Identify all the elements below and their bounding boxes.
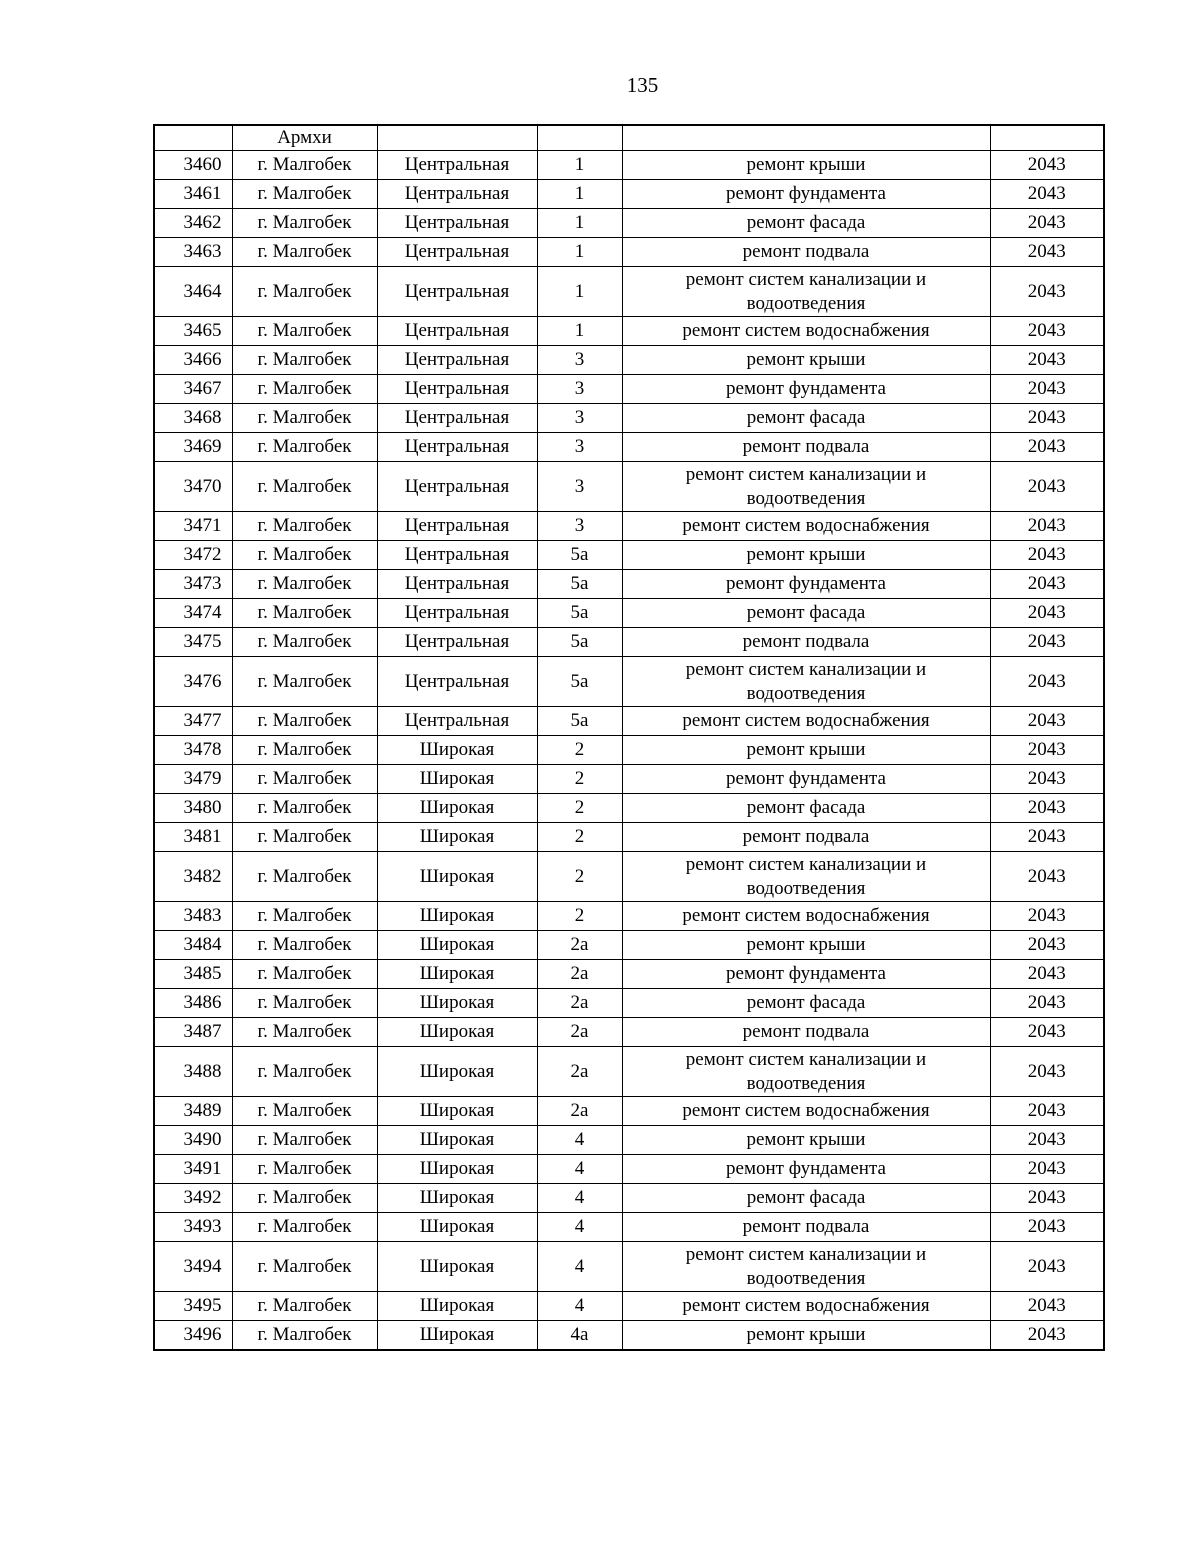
cell-work: ремонт фасада xyxy=(622,404,990,433)
cell-street: Широкая xyxy=(377,1321,537,1351)
cell-city: г. Малгобек xyxy=(232,1155,377,1184)
cell-street: Широкая xyxy=(377,1213,537,1242)
cell-work: ремонт систем канализации и водоотведения xyxy=(622,267,990,317)
cell-number: 3489 xyxy=(154,1097,232,1126)
table-row xyxy=(154,317,1104,346)
cell-house: 3 xyxy=(537,462,622,512)
cell-work: ремонт систем водоснабжения xyxy=(622,317,990,346)
table-row xyxy=(154,852,1104,902)
cell-number: 3468 xyxy=(154,404,232,433)
cell-city: г. Малгобек xyxy=(232,628,377,657)
cell-number: 3475 xyxy=(154,628,232,657)
cell-year: 2043 xyxy=(990,433,1104,462)
cell-number: 3460 xyxy=(154,151,232,180)
cell-city: г. Малгобек xyxy=(232,541,377,570)
cell-work: ремонт крыши xyxy=(622,346,990,375)
cell-number: 3465 xyxy=(154,317,232,346)
cell-year: 2043 xyxy=(990,151,1104,180)
cell-house: 5а xyxy=(537,599,622,628)
cell-work xyxy=(622,125,990,151)
cell-work: ремонт фундамента xyxy=(622,765,990,794)
table-row xyxy=(154,931,1104,960)
cell-city: г. Малгобек xyxy=(232,1097,377,1126)
cell-city: г. Малгобек xyxy=(232,960,377,989)
cell-work: ремонт подвала xyxy=(622,1018,990,1047)
cell-city: г. Малгобек xyxy=(232,1213,377,1242)
cell-city: г. Малгобек xyxy=(232,1242,377,1292)
cell-work: ремонт крыши xyxy=(622,541,990,570)
cell-year: 2043 xyxy=(990,599,1104,628)
continuation-row xyxy=(154,125,1104,151)
cell-street: Широкая xyxy=(377,1047,537,1097)
cell-street: Центральная xyxy=(377,375,537,404)
cell-street: Центральная xyxy=(377,433,537,462)
cell-number: 3466 xyxy=(154,346,232,375)
cell-house: 3 xyxy=(537,375,622,404)
cell-street: Центральная xyxy=(377,628,537,657)
cell-house: 3 xyxy=(537,404,622,433)
cell-work: ремонт систем канализации и водоотведения xyxy=(622,1047,990,1097)
cell-city: г. Малгобек xyxy=(232,151,377,180)
cell-city: г. Малгобек xyxy=(232,794,377,823)
cell-house: 1 xyxy=(537,151,622,180)
cell-city: г. Малгобек xyxy=(232,180,377,209)
cell-street: Центральная xyxy=(377,657,537,707)
table-row xyxy=(154,736,1104,765)
cell-street: Центральная xyxy=(377,599,537,628)
cell-house: 1 xyxy=(537,180,622,209)
cell-number: 3483 xyxy=(154,902,232,931)
cell-house: 5а xyxy=(537,707,622,736)
cell-city: г. Малгобек xyxy=(232,599,377,628)
cell-street: Центральная xyxy=(377,317,537,346)
cell-street: Широкая xyxy=(377,823,537,852)
cell-work: ремонт систем водоснабжения xyxy=(622,512,990,541)
cell-house: 1 xyxy=(537,238,622,267)
cell-house: 5а xyxy=(537,570,622,599)
cell-number: 3477 xyxy=(154,707,232,736)
cell-work: ремонт фундамента xyxy=(622,180,990,209)
cell-street: Широкая xyxy=(377,765,537,794)
cell-year: 2043 xyxy=(990,512,1104,541)
table-row xyxy=(154,794,1104,823)
cell-house: 2 xyxy=(537,736,622,765)
cell-number: 3487 xyxy=(154,1018,232,1047)
cell-street: Широкая xyxy=(377,960,537,989)
cell-house: 2а xyxy=(537,1097,622,1126)
cell-city: г. Малгобек xyxy=(232,989,377,1018)
cell-year: 2043 xyxy=(990,852,1104,902)
cell-work: ремонт систем водоснабжения xyxy=(622,707,990,736)
cell-city: г. Малгобек xyxy=(232,570,377,599)
cell-year: 2043 xyxy=(990,375,1104,404)
cell-year: 2043 xyxy=(990,317,1104,346)
table-row xyxy=(154,512,1104,541)
cell-street: Центральная xyxy=(377,267,537,317)
cell-year: 2043 xyxy=(990,404,1104,433)
cell-year: 2043 xyxy=(990,707,1104,736)
table-row xyxy=(154,707,1104,736)
table-row xyxy=(154,1047,1104,1097)
cell-house: 2 xyxy=(537,794,622,823)
cell-number: 3480 xyxy=(154,794,232,823)
cell-street: Широкая xyxy=(377,902,537,931)
table-row xyxy=(154,462,1104,512)
cell-house: 5а xyxy=(537,541,622,570)
table-row xyxy=(154,989,1104,1018)
cell-street: Широкая xyxy=(377,794,537,823)
cell-street: Широкая xyxy=(377,1155,537,1184)
cell-year: 2043 xyxy=(990,657,1104,707)
cell-year: 2043 xyxy=(990,180,1104,209)
cell-city: г. Малгобек xyxy=(232,1018,377,1047)
cell-street: Широкая xyxy=(377,1126,537,1155)
cell-street: Центральная xyxy=(377,404,537,433)
cell-year xyxy=(990,125,1104,151)
cell-year: 2043 xyxy=(990,238,1104,267)
cell-number: 3491 xyxy=(154,1155,232,1184)
cell-house: 3 xyxy=(537,433,622,462)
cell-number: 3476 xyxy=(154,657,232,707)
cell-year: 2043 xyxy=(990,462,1104,512)
cell-city: г. Малгобек xyxy=(232,209,377,238)
cell-number: 3488 xyxy=(154,1047,232,1097)
table-row xyxy=(154,1126,1104,1155)
cell-street: Широкая xyxy=(377,852,537,902)
cell-year: 2043 xyxy=(990,1184,1104,1213)
table-row xyxy=(154,267,1104,317)
cell-year: 2043 xyxy=(990,1155,1104,1184)
cell-year: 2043 xyxy=(990,823,1104,852)
cell-number: 3469 xyxy=(154,433,232,462)
cell-street: Центральная xyxy=(377,462,537,512)
table-row xyxy=(154,238,1104,267)
table-row xyxy=(154,628,1104,657)
cell-city: г. Малгобек xyxy=(232,765,377,794)
cell-number: 3473 xyxy=(154,570,232,599)
cell-work: ремонт подвала xyxy=(622,238,990,267)
cell-number: 3481 xyxy=(154,823,232,852)
cell-city: г. Малгобек xyxy=(232,852,377,902)
table-row xyxy=(154,765,1104,794)
cell-year: 2043 xyxy=(990,628,1104,657)
table-row xyxy=(154,404,1104,433)
cell-work: ремонт крыши xyxy=(622,1126,990,1155)
cell-house: 2а xyxy=(537,1018,622,1047)
cell-city: г. Малгобек xyxy=(232,1184,377,1213)
cell-year: 2043 xyxy=(990,960,1104,989)
cell-year: 2043 xyxy=(990,209,1104,238)
cell-work: ремонт систем канализации и водоотведения xyxy=(622,657,990,707)
cell-house: 4 xyxy=(537,1184,622,1213)
cell-number: 3482 xyxy=(154,852,232,902)
cell-street: Широкая xyxy=(377,989,537,1018)
cell-work: ремонт систем канализации и водоотведения xyxy=(622,462,990,512)
cell-street: Широкая xyxy=(377,931,537,960)
cell-year: 2043 xyxy=(990,570,1104,599)
cell-house: 1 xyxy=(537,317,622,346)
cell-city: г. Малгобек xyxy=(232,267,377,317)
cell-street: Центральная xyxy=(377,238,537,267)
cell-house: 2а xyxy=(537,931,622,960)
cell-house: 3 xyxy=(537,346,622,375)
table-row xyxy=(154,1292,1104,1321)
cell-house: 2 xyxy=(537,765,622,794)
table-row xyxy=(154,209,1104,238)
cell-street: Широкая xyxy=(377,1184,537,1213)
table-row xyxy=(154,570,1104,599)
table-row xyxy=(154,541,1104,570)
cell-street: Центральная xyxy=(377,512,537,541)
cell-city: г. Малгобек xyxy=(232,404,377,433)
cell-house: 2а xyxy=(537,960,622,989)
cell-city: г. Малгобек xyxy=(232,346,377,375)
cell-city: г. Малгобек xyxy=(232,1292,377,1321)
table-row xyxy=(154,375,1104,404)
cell-city: г. Малгобек xyxy=(232,657,377,707)
table-row xyxy=(154,599,1104,628)
cell-work: ремонт крыши xyxy=(622,1321,990,1351)
cell-work: ремонт подвала xyxy=(622,628,990,657)
cell-number: 3472 xyxy=(154,541,232,570)
table-row xyxy=(154,433,1104,462)
cell-number: 3492 xyxy=(154,1184,232,1213)
cell-year: 2043 xyxy=(990,1097,1104,1126)
cell-year: 2043 xyxy=(990,902,1104,931)
cell-number: 3463 xyxy=(154,238,232,267)
cell-house: 1 xyxy=(537,209,622,238)
cell-number: 3464 xyxy=(154,267,232,317)
cell-work: ремонт фундамента xyxy=(622,960,990,989)
cell-city: Армхи xyxy=(232,125,377,151)
cell-year: 2043 xyxy=(990,736,1104,765)
cell-street: Центральная xyxy=(377,151,537,180)
cell-number: 3474 xyxy=(154,599,232,628)
cell-street: Центральная xyxy=(377,541,537,570)
cell-work: ремонт систем водоснабжения xyxy=(622,1097,990,1126)
cell-year: 2043 xyxy=(990,794,1104,823)
cell-street: Широкая xyxy=(377,1097,537,1126)
cell-house: 2 xyxy=(537,902,622,931)
table-row xyxy=(154,1242,1104,1292)
cell-street: Широкая xyxy=(377,1292,537,1321)
cell-number: 3494 xyxy=(154,1242,232,1292)
cell-house: 5а xyxy=(537,657,622,707)
cell-city: г. Малгобек xyxy=(232,1126,377,1155)
table-row xyxy=(154,902,1104,931)
page-number: 135 xyxy=(626,73,659,97)
cell-street: Центральная xyxy=(377,209,537,238)
cell-work: ремонт фасада xyxy=(622,1184,990,1213)
cell-house: 2а xyxy=(537,989,622,1018)
cell-house: 4 xyxy=(537,1213,622,1242)
cell-city: г. Малгобек xyxy=(232,1321,377,1351)
cell-work: ремонт систем канализации и водоотведения xyxy=(622,1242,990,1292)
cell-work: ремонт подвала xyxy=(622,823,990,852)
cell-year: 2043 xyxy=(990,346,1104,375)
table-body xyxy=(154,125,1104,1350)
cell-year: 2043 xyxy=(990,765,1104,794)
cell-work: ремонт подвала xyxy=(622,1213,990,1242)
cell-work: ремонт фундамента xyxy=(622,1155,990,1184)
cell-house: 2а xyxy=(537,1047,622,1097)
cell-street xyxy=(377,125,537,151)
cell-street: Центральная xyxy=(377,180,537,209)
cell-number: 3486 xyxy=(154,989,232,1018)
cell-number: 3496 xyxy=(154,1321,232,1351)
cell-work: ремонт фасада xyxy=(622,794,990,823)
cell-city: г. Малгобек xyxy=(232,317,377,346)
cell-house: 4 xyxy=(537,1126,622,1155)
cell-house: 4а xyxy=(537,1321,622,1351)
cell-work: ремонт фасада xyxy=(622,209,990,238)
cell-street: Широкая xyxy=(377,1018,537,1047)
table-row xyxy=(154,151,1104,180)
table-row xyxy=(154,1155,1104,1184)
table-row xyxy=(154,346,1104,375)
cell-year: 2043 xyxy=(990,1213,1104,1242)
cell-house: 5а xyxy=(537,628,622,657)
cell-city: г. Малгобек xyxy=(232,512,377,541)
cell-work: ремонт крыши xyxy=(622,931,990,960)
cell-house: 2 xyxy=(537,823,622,852)
cell-city: г. Малгобек xyxy=(232,931,377,960)
cell-year: 2043 xyxy=(990,1126,1104,1155)
cell-work: ремонт крыши xyxy=(622,736,990,765)
cell-city: г. Малгобек xyxy=(232,375,377,404)
cell-house: 2 xyxy=(537,852,622,902)
cell-year: 2043 xyxy=(990,1047,1104,1097)
cell-number: 3490 xyxy=(154,1126,232,1155)
cell-number: 3493 xyxy=(154,1213,232,1242)
cell-house: 4 xyxy=(537,1155,622,1184)
cell-number: 3461 xyxy=(154,180,232,209)
cell-city: г. Малгобек xyxy=(232,902,377,931)
cell-work: ремонт систем водоснабжения xyxy=(622,1292,990,1321)
cell-house: 4 xyxy=(537,1292,622,1321)
cell-work: ремонт фасада xyxy=(622,599,990,628)
cell-work: ремонт крыши xyxy=(622,151,990,180)
cell-street: Центральная xyxy=(377,570,537,599)
cell-number: 3485 xyxy=(154,960,232,989)
cell-work: ремонт систем канализации и водоотведения xyxy=(622,852,990,902)
cell-house: 3 xyxy=(537,512,622,541)
cell-number: 3479 xyxy=(154,765,232,794)
cell-house: 4 xyxy=(537,1242,622,1292)
cell-work: ремонт фасада xyxy=(622,989,990,1018)
cell-city: г. Малгобек xyxy=(232,433,377,462)
repair-schedule-table xyxy=(153,124,1105,1351)
cell-year: 2043 xyxy=(990,1292,1104,1321)
cell-year: 2043 xyxy=(990,541,1104,570)
cell-number: 3495 xyxy=(154,1292,232,1321)
cell-year: 2043 xyxy=(990,1321,1104,1351)
cell-number: 3484 xyxy=(154,931,232,960)
table-row xyxy=(154,1097,1104,1126)
table-row xyxy=(154,180,1104,209)
cell-number: 3470 xyxy=(154,462,232,512)
table-row xyxy=(154,823,1104,852)
cell-year: 2043 xyxy=(990,1242,1104,1292)
cell-year: 2043 xyxy=(990,267,1104,317)
cell-city: г. Малгобек xyxy=(232,736,377,765)
table-row xyxy=(154,1321,1104,1351)
cell-number xyxy=(154,125,232,151)
cell-house: 1 xyxy=(537,267,622,317)
cell-year: 2043 xyxy=(990,1018,1104,1047)
cell-city: г. Малгобек xyxy=(232,707,377,736)
table-row xyxy=(154,1184,1104,1213)
cell-number: 3462 xyxy=(154,209,232,238)
cell-work: ремонт фундамента xyxy=(622,375,990,404)
cell-number: 3467 xyxy=(154,375,232,404)
cell-house xyxy=(537,125,622,151)
cell-number: 3471 xyxy=(154,512,232,541)
cell-street: Широкая xyxy=(377,1242,537,1292)
cell-street: Широкая xyxy=(377,736,537,765)
table-row xyxy=(154,960,1104,989)
cell-work: ремонт систем водоснабжения xyxy=(622,902,990,931)
cell-city: г. Малгобек xyxy=(232,238,377,267)
cell-year: 2043 xyxy=(990,931,1104,960)
cell-street: Центральная xyxy=(377,707,537,736)
table-row xyxy=(154,1018,1104,1047)
cell-street: Центральная xyxy=(377,346,537,375)
table-row xyxy=(154,657,1104,707)
cell-year: 2043 xyxy=(990,989,1104,1018)
table-row xyxy=(154,1213,1104,1242)
cell-city: г. Малгобек xyxy=(232,1047,377,1097)
cell-work: ремонт фундамента xyxy=(622,570,990,599)
cell-city: г. Малгобек xyxy=(232,462,377,512)
cell-number: 3478 xyxy=(154,736,232,765)
cell-work: ремонт подвала xyxy=(622,433,990,462)
cell-city: г. Малгобек xyxy=(232,823,377,852)
